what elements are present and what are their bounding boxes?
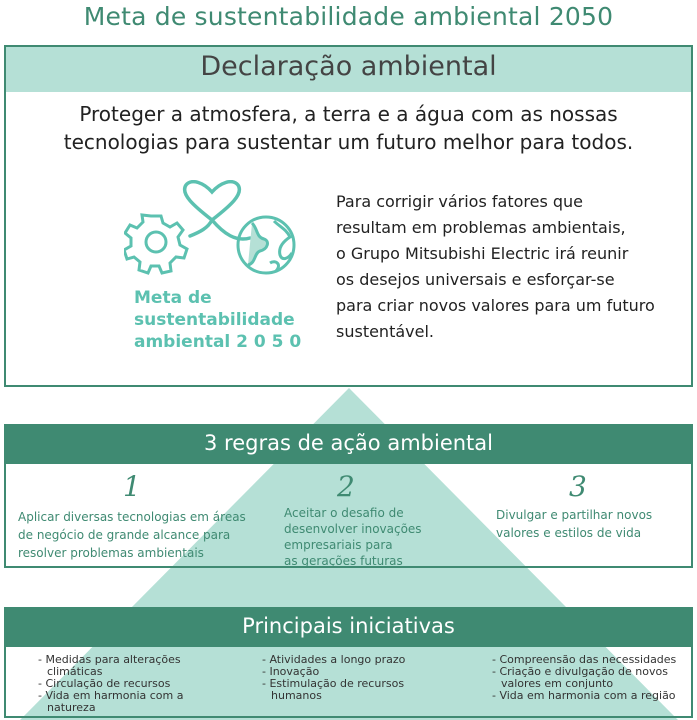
rule-text: [18, 508, 273, 562]
list-item: - Vida em harmonia com a natureza: [38, 689, 184, 714]
declaration-lead: [6, 100, 691, 156]
page-title: Meta de sustentabilidade ambiental 2050: [83, 2, 614, 31]
rule-text: [496, 506, 686, 542]
rule-line: desenvolver inovações: [284, 522, 422, 536]
rule-text: [284, 505, 444, 569]
body-line: sustentável.: [336, 322, 434, 341]
globe-icon: [238, 217, 294, 273]
rule-line: de negócio de grande alcance para: [18, 528, 231, 542]
declaration-header: [6, 47, 691, 92]
sustainability-logo: [124, 180, 299, 285]
initiatives-column: [38, 654, 188, 714]
gear-icon: [124, 215, 187, 273]
lead-line: tecnologias para sustentar um futuro melhor para todos.: [63, 130, 634, 154]
rule-line: valores e estilos de vida: [496, 526, 642, 540]
list-item: - Compreensão das necessidades: [492, 653, 677, 666]
rule-number: 2: [337, 470, 355, 503]
rule-line: resolver problemas ambientais: [18, 546, 204, 560]
body-line: o Grupo Mitsubishi Electric irá reunir: [336, 244, 629, 263]
list-item: - Circulação de recursos: [38, 677, 171, 690]
heart-icon: [185, 182, 250, 239]
declaration-title: Declaração ambiental: [200, 51, 497, 82]
list-item: - Atividades a longo prazo: [262, 653, 406, 666]
list-item: - Criação e divulgação de novos valores em conjunto: [492, 665, 668, 690]
initiatives-header: [4, 607, 693, 647]
list-item: - Medidas para alterações climáticas: [38, 653, 181, 678]
list-item: - Inovação: [262, 665, 320, 678]
initiatives-title: Principais iniciativas: [242, 614, 455, 638]
rule-number: 3: [569, 470, 587, 503]
declaration-box: [4, 45, 693, 387]
declaration-body: [336, 189, 686, 345]
list-item: - Vida em harmonia com a região: [492, 689, 676, 702]
rule-line: empresariais para: [284, 538, 393, 552]
rule-line: Aceitar o desafio de: [284, 506, 404, 520]
body-line: resultam em problemas ambientais,: [336, 218, 626, 237]
logo-text-line: sustentabilidade: [134, 310, 295, 330]
rule-number: 1: [123, 470, 141, 503]
logo-text-line: ambiental 2 0 5 0: [134, 332, 302, 352]
rules-header: [4, 424, 693, 464]
rule-line: Divulgar e partilhar novos: [496, 508, 653, 522]
rule-line: as gerações futuras: [284, 554, 403, 568]
logo-text: [134, 287, 301, 353]
body-line: para criar novos valores para um futuro: [336, 296, 655, 315]
rule-line: Aplicar diversas tecnologias em áreas: [18, 510, 246, 524]
logo-text-line: Meta de: [134, 288, 212, 308]
initiatives-column: [262, 654, 432, 702]
lead-line: Proteger a atmosfera, a terra e a água com as nossas: [79, 102, 618, 126]
body-line: Para corrigir vários fatores que: [336, 192, 584, 211]
rules-title: 3 regras de ação ambiental: [204, 431, 493, 455]
body-line: os desejos universais e esforçar-se: [336, 270, 615, 289]
initiatives-column: [492, 654, 687, 702]
list-item: - Estimulação de recursos humanos: [262, 677, 405, 702]
